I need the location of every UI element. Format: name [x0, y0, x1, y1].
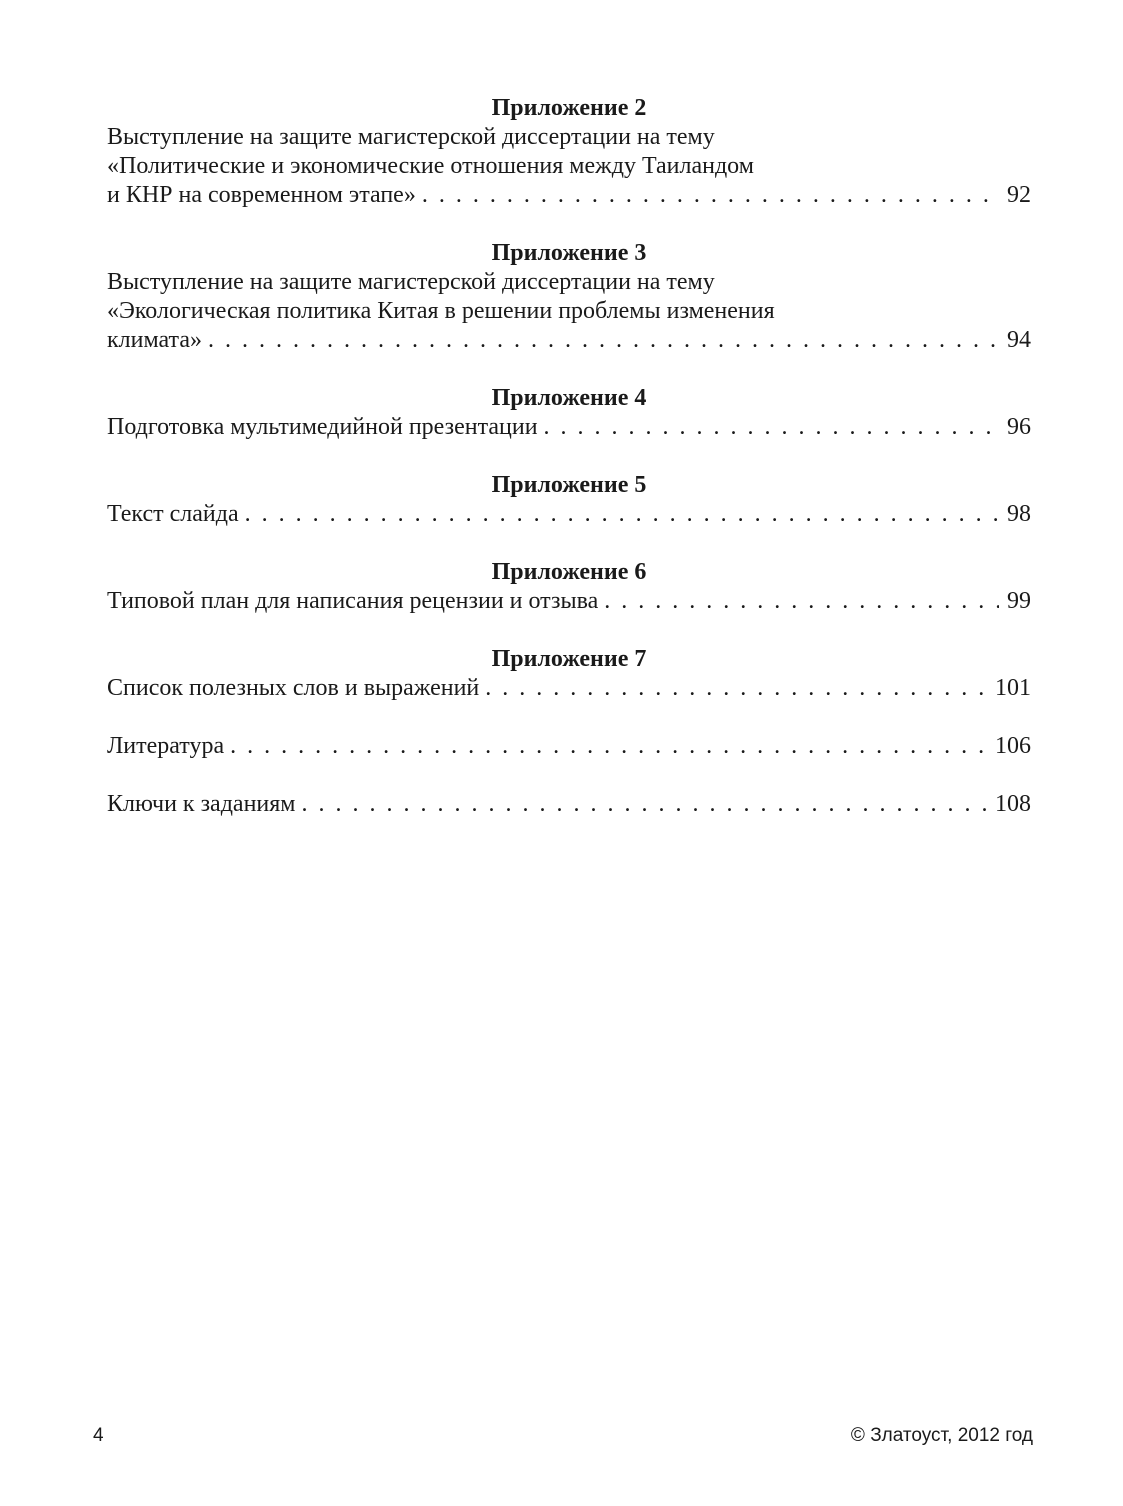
page-number: 108: [995, 791, 1031, 817]
toc-entry[interactable]: [107, 413, 1031, 442]
entry-title-line: Литература: [107, 733, 225, 759]
page-number: 101: [995, 675, 1031, 701]
toc-section-answer-keys: [107, 790, 1031, 819]
toc-entry[interactable]: [107, 500, 1031, 529]
dot-leader: [239, 500, 999, 529]
dot-leader: [598, 587, 999, 616]
entry-title-line: Текст слайда: [107, 501, 239, 527]
toc-section-appendix-7: [107, 645, 1031, 703]
table-of-contents: [107, 94, 1031, 819]
footer-page-number: 4: [93, 1425, 104, 1446]
toc-section-literature: [107, 732, 1031, 761]
page-number: 94: [1007, 327, 1031, 353]
dot-leader: [538, 413, 999, 442]
appendix-heading: Приложение 6: [491, 559, 647, 585]
entry-title-line: «Экологическая политика Китая в решении проблемы изменения: [107, 298, 775, 324]
toc-entry[interactable]: [107, 326, 1031, 355]
toc-section-appendix-4: [107, 384, 1031, 442]
dot-leader: [295, 790, 987, 819]
toc-section-appendix-2: [107, 94, 1031, 210]
dot-leader: [416, 181, 999, 210]
dot-leader: [479, 674, 987, 703]
toc-entry[interactable]: [107, 790, 1031, 819]
page-number: 99: [1007, 588, 1031, 614]
toc-section-appendix-3: [107, 239, 1031, 355]
dot-leader: [224, 732, 987, 761]
page-number: 98: [1007, 501, 1031, 527]
page-number: 106: [995, 733, 1031, 759]
appendix-heading: Приложение 4: [491, 385, 647, 411]
appendix-heading: Приложение 5: [491, 472, 647, 498]
page-number: 92: [1007, 182, 1031, 208]
toc-entry[interactable]: [107, 587, 1031, 616]
entry-title-line: Выступление на защите магистерской диссертации на тему: [107, 124, 715, 150]
page-number: 96: [1007, 414, 1031, 440]
appendix-heading: Приложение 3: [491, 240, 647, 266]
entry-title-line: Выступление на защите магистерской диссертации на тему: [107, 269, 715, 295]
entry-title-line: Ключи к заданиям: [107, 791, 296, 817]
toc-section-appendix-5: [107, 471, 1031, 529]
appendix-heading: Приложение 2: [491, 95, 647, 121]
toc-entry[interactable]: [107, 674, 1031, 703]
entry-title-line: климата»: [107, 327, 202, 353]
appendix-heading: Приложение 7: [491, 646, 647, 672]
entry-title-line: и КНР на современном этапе»: [107, 182, 416, 208]
entry-title-line: «Политические и экономические отношения между Таиландом: [107, 153, 754, 179]
entry-title-line: Подготовка мультимедийной презентации: [107, 414, 538, 440]
toc-entry[interactable]: [107, 732, 1031, 761]
footer-copyright: © Златоуст, 2012 год: [850, 1425, 1033, 1446]
entry-title-line: Типовой план для написания рецензии и отзыва: [107, 588, 599, 614]
entry-title-line: Список полезных слов и выражений: [107, 675, 480, 701]
dot-leader: [202, 326, 999, 355]
toc-entry[interactable]: [107, 181, 1031, 210]
toc-section-appendix-6: [107, 558, 1031, 616]
